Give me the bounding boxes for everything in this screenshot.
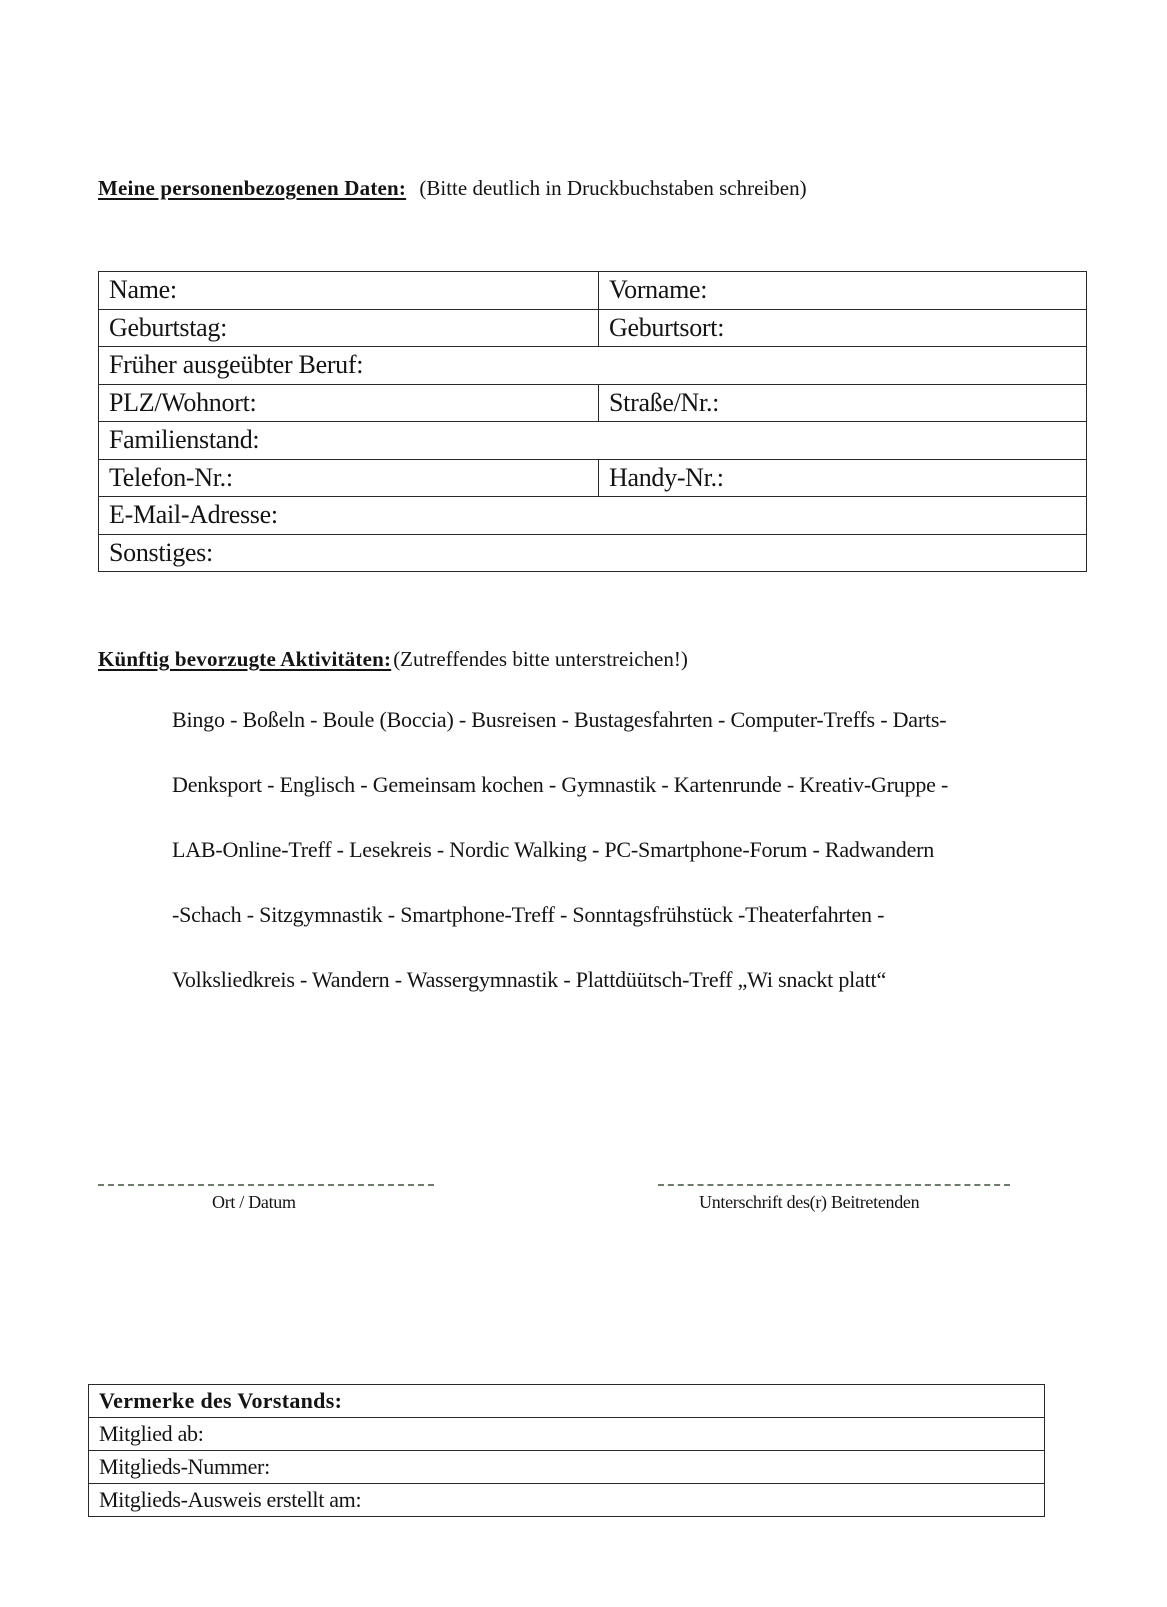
strasse-field[interactable] <box>599 384 1087 422</box>
email-label: E-Mail-Adresse: <box>109 500 278 530</box>
place-date-label: Ort / Datum <box>212 1192 296 1212</box>
signature-label: Unterschrift des(r) Beitretenden <box>699 1192 920 1212</box>
table-row <box>99 497 1087 535</box>
activities-line[interactable]: -Schach - Sitzgymnastik - Smartphone-Treff - Sonntagsfrühstück -Theaterfahrten - <box>172 902 885 927</box>
handy-field[interactable] <box>599 459 1087 497</box>
place-date-line[interactable] <box>98 1184 434 1186</box>
table-row <box>99 384 1087 422</box>
activities-line[interactable]: Volksliedkreis - Wandern - Wassergymnastik - Plattdüütsch-Treff „Wi snackt platt“ <box>172 967 887 992</box>
activities-heading <box>98 647 688 672</box>
table-row <box>99 534 1087 572</box>
sonstiges-label: Sonstiges: <box>109 537 213 567</box>
board-notes-heading: Vermerke des Vorstands: <box>89 1385 1045 1418</box>
plz-wohnort-label: PLZ/Wohnort: <box>109 387 257 417</box>
table-row <box>99 309 1087 347</box>
plz-wohnort-field[interactable] <box>99 384 599 422</box>
signature-line[interactable] <box>658 1184 1010 1186</box>
email-field[interactable] <box>99 497 1087 535</box>
familienstand-label: Familienstand: <box>109 425 260 455</box>
mitglieds-nummer-field[interactable]: Mitglieds-Nummer: <box>89 1451 1045 1484</box>
activities-line[interactable]: Bingo - Boßeln - Boule (Boccia) - Busreisen - Bustagesfahrten - Computer-Treffs - Darts- <box>172 707 947 732</box>
activities-title: Künftig bevorzugte Aktivitäten: <box>98 647 392 671</box>
telefon-label: Telefon-Nr.: <box>109 462 233 492</box>
table-row <box>99 422 1087 460</box>
geburtsort-field[interactable] <box>599 309 1087 347</box>
handy-label: Handy-Nr.: <box>609 462 724 492</box>
personal-data-instruction: (Bitte deutlich in Druckbuchstaben schreiben) <box>419 176 807 200</box>
beruf-field[interactable] <box>99 347 1087 385</box>
personal-data-table <box>98 271 1087 572</box>
strasse-label: Straße/Nr.: <box>609 387 720 417</box>
table-row <box>89 1451 1045 1484</box>
personal-data-heading <box>98 176 807 201</box>
activities-list <box>172 702 1092 1027</box>
personal-data-title: Meine personenbezogenen Daten: <box>98 176 407 200</box>
activities-instruction: (Zutreffendes bitte unterstreichen!) <box>393 647 688 671</box>
mitglied-ab-field[interactable]: Mitglied ab: <box>89 1418 1045 1451</box>
table-row <box>89 1484 1045 1517</box>
table-row <box>89 1418 1045 1451</box>
vorname-label: Vorname: <box>609 275 708 305</box>
telefon-field[interactable] <box>99 459 599 497</box>
name-label: Name: <box>109 275 177 305</box>
sonstiges-field[interactable] <box>99 534 1087 572</box>
geburtstag-field[interactable] <box>99 309 599 347</box>
geburtstag-label: Geburtstag: <box>109 312 228 342</box>
activities-line[interactable]: Denksport - Englisch - Gemeinsam kochen - Gymnastik - Kartenrunde - Kreativ-Gruppe - <box>172 772 949 797</box>
familienstand-field[interactable] <box>99 422 1087 460</box>
table-row <box>89 1385 1045 1418</box>
activities-line[interactable]: LAB-Online-Treff - Lesekreis - Nordic Walking - PC-Smartphone-Forum - Radwandern <box>172 837 935 862</box>
table-row <box>99 459 1087 497</box>
table-row <box>99 347 1087 385</box>
vorname-field[interactable] <box>599 272 1087 310</box>
beruf-label: Früher ausgeübter Beruf: <box>109 350 364 380</box>
board-notes-table <box>88 1384 1045 1517</box>
geburtsort-label: Geburtsort: <box>609 312 725 342</box>
table-row <box>99 272 1087 310</box>
ausweis-erstellt-field[interactable]: Mitglieds-Ausweis erstellt am: <box>89 1484 1045 1517</box>
name-field[interactable] <box>99 272 599 310</box>
